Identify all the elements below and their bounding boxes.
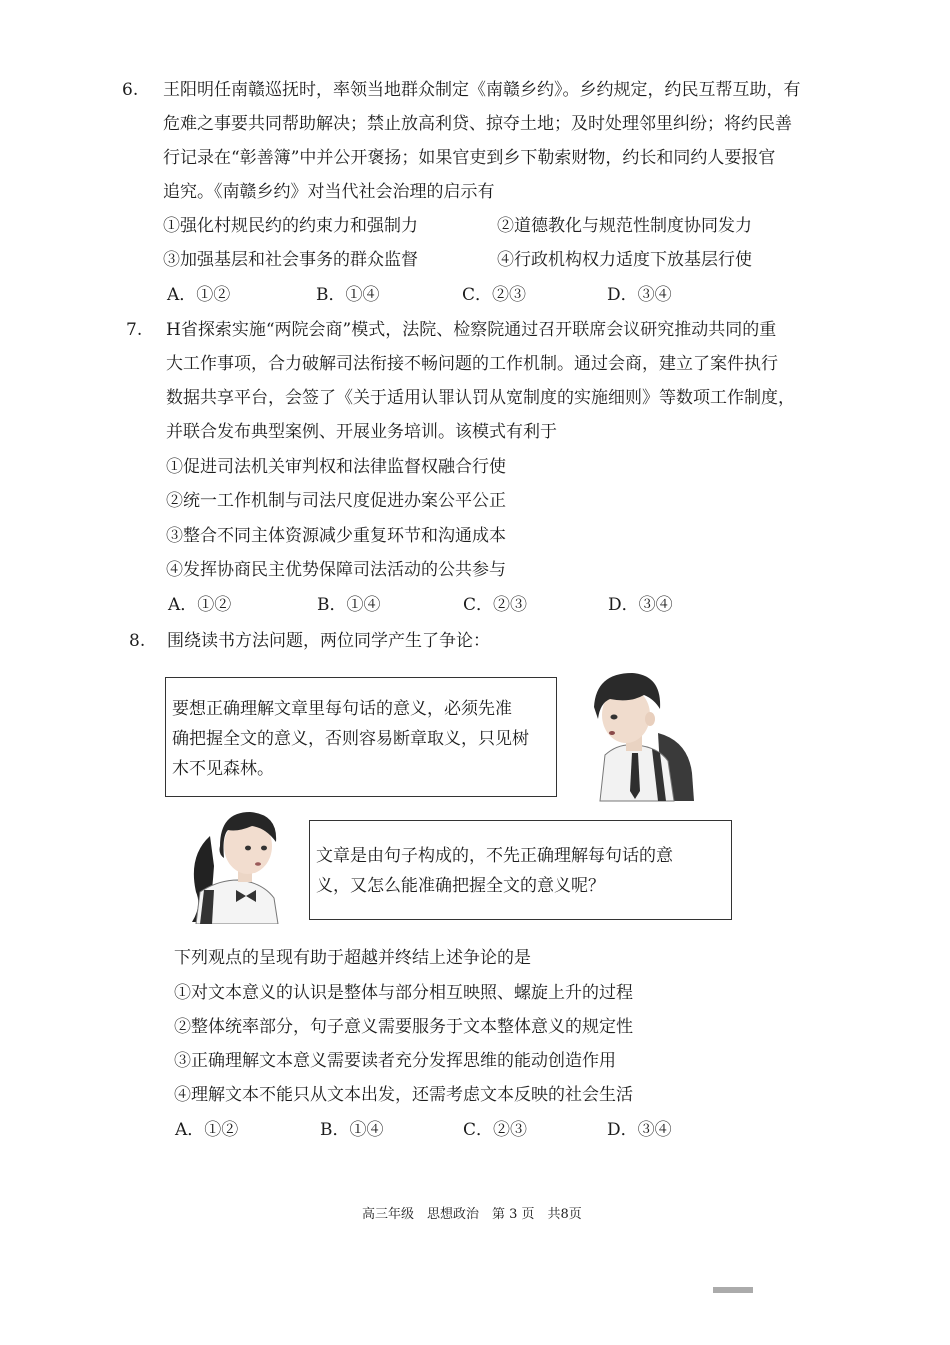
q7-number: 7.	[126, 320, 143, 340]
q6-statement-2: ②道德教化与规范性制度协同发力	[497, 216, 752, 236]
q6-choice-c: C．②③	[462, 285, 527, 305]
bubble2-line-1: 文章是由句子构成的，不先正确理解每句话的意	[316, 846, 673, 866]
bubble1-line-2: 确把握全文的意义，否则容易断章取义，只见树	[172, 729, 529, 749]
bubble1-line-3: 木不见森林。	[172, 759, 274, 779]
q6-line-4: 追究。《南赣乡约》对当代社会治理的启示有	[163, 182, 495, 202]
q8-choice-c: C．②③	[463, 1120, 528, 1140]
q8-statement-3: ③正确理解文本意义需要读者充分发挥思维的能动创造作用	[174, 1051, 616, 1071]
speech-bubble-girl	[309, 820, 732, 920]
q7-statement-1: ①促进司法机关审判权和法律监督权融合行使	[166, 457, 506, 477]
q7-choice-b: B．①④	[317, 595, 381, 615]
q7-choice-a: A．①②	[168, 595, 232, 615]
bubble1-line-1: 要想正确理解文章里每句话的意义，必须先准	[172, 699, 512, 719]
boy-student-illustration	[570, 663, 700, 803]
q7-line-2: 大工作事项，合力破解司法衔接不畅问题的工作机制。通过会商，建立了案件执行	[166, 354, 778, 374]
q7-choice-c: C．②③	[463, 595, 528, 615]
q8-intro: 围绕读书方法问题，两位同学产生了争论：	[167, 631, 490, 651]
q6-choice-d: D．③④	[607, 285, 672, 305]
q7-statement-2: ②统一工作机制与司法尺度促进办案公平公正	[166, 491, 506, 511]
page-footer: 高三年级 思想政治 第 3 页 共8页	[362, 1207, 582, 1222]
q8-number: 8.	[129, 631, 146, 651]
q6-choice-b: B．①④	[316, 285, 380, 305]
q8-choice-a: A．①②	[175, 1120, 239, 1140]
bubble2-line-2: 义，又怎么能准确把握全文的意义呢？	[316, 876, 605, 896]
q6-line-2: 危难之事要共同帮助解决；禁止放高利贷、掠夺土地；及时处理邻里纠纷；将约民善	[163, 114, 792, 134]
scan-mark	[713, 1287, 753, 1293]
q7-choice-d: D．③④	[608, 595, 673, 615]
girl-student-illustration	[182, 806, 294, 924]
q7-line-3: 数据共享平台，会签了《关于适用认罪认罚从宽制度的实施细则》等数项工作制度，	[166, 388, 795, 408]
q8-statement-1: ①对文本意义的认识是整体与部分相互映照、螺旋上升的过程	[174, 983, 633, 1003]
speech-bubble-boy	[165, 677, 557, 797]
q6-statement-4: ④行政机构权力适度下放基层行使	[497, 250, 752, 270]
q7-line-4: 并联合发布典型案例、开展业务培训。该模式有利于	[166, 422, 557, 442]
q8-question: 下列观点的呈现有助于超越并终结上述争论的是	[174, 948, 531, 968]
q8-choice-d: D．③④	[607, 1120, 672, 1140]
q6-line-3: 行记录在“彰善簿”中并公开褒扬；如果官吏到乡下勒索财物，约长和同约人要报官	[163, 148, 776, 168]
q8-statement-4: ④理解文本不能只从文本出发，还需考虑文本反映的社会生活	[174, 1085, 633, 1105]
q6-line-1: 王阳明任南赣巡抚时，率领当地群众制定《南赣乡约》。乡约规定，约民互帮互助，有	[163, 80, 801, 100]
q7-statement-3: ③整合不同主体资源减少重复环节和沟通成本	[166, 526, 506, 546]
q6-statement-3: ③加强基层和社会事务的群众监督	[163, 250, 418, 270]
q7-statement-4: ④发挥协商民主优势保障司法活动的公共参与	[166, 560, 506, 580]
q7-line-1: H省探索实施“两院会商”模式，法院、检察院通过召开联席会议研究推动共同的重	[166, 320, 777, 340]
q6-choice-a: A．①②	[167, 285, 231, 305]
q6-number: 6.	[122, 80, 139, 100]
q6-statement-1: ①强化村规民约的约束力和强制力	[163, 216, 418, 236]
q8-statement-2: ②整体统率部分，句子意义需要服务于文本整体意义的规定性	[174, 1017, 633, 1037]
q8-choice-b: B．①④	[320, 1120, 384, 1140]
